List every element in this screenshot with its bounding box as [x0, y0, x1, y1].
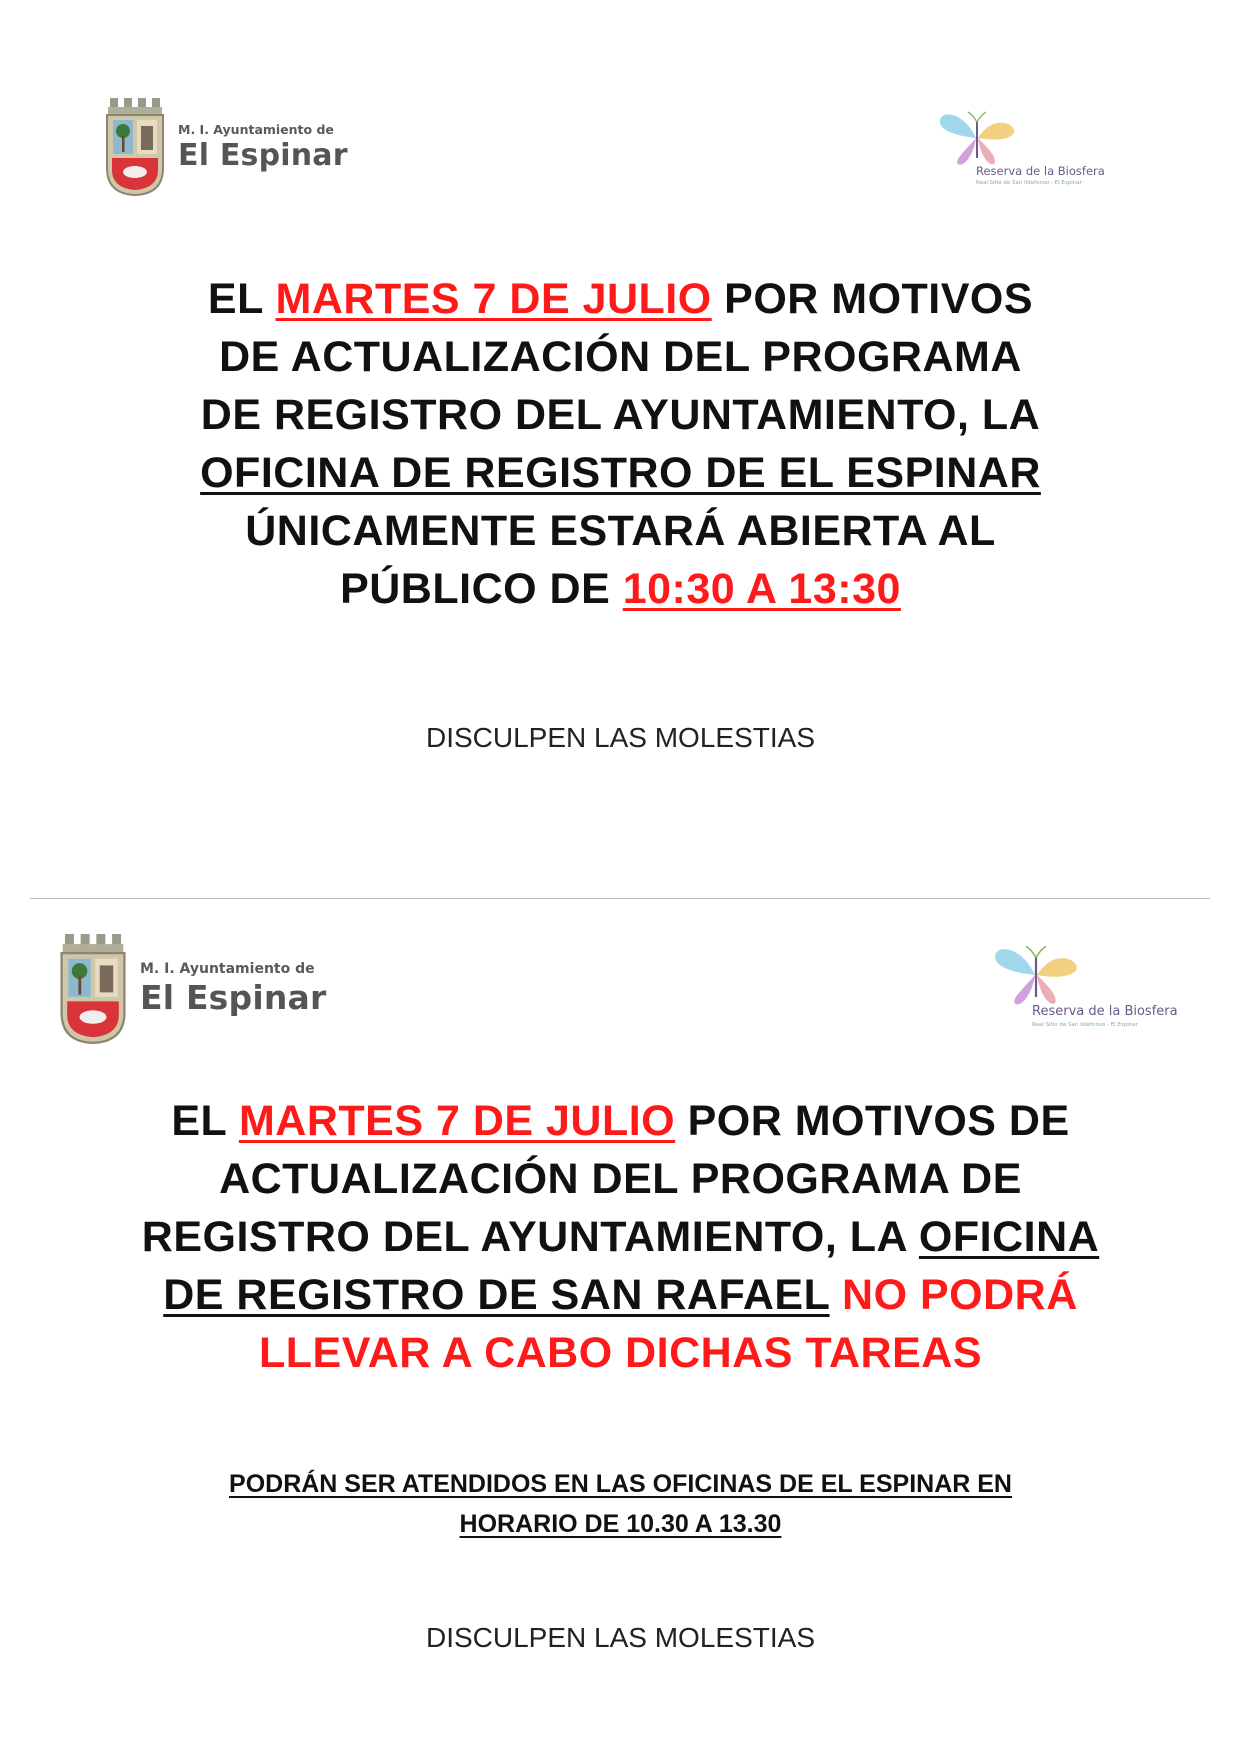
- headline-text: POR MOTIVOS: [711, 275, 1034, 323]
- apology-text: DISCULPEN LAS MOLESTIAS: [425, 722, 815, 753]
- biosphere-label: Reserva de la Biosfera: [976, 164, 1105, 178]
- notice-headline: [0, 270, 1241, 618]
- headline-line: [0, 1266, 1241, 1324]
- date-highlight: MARTES 7 DE JULIO: [238, 1097, 676, 1145]
- note-line: PODRÁN SER ATENDIDOS EN LAS OFICINAS DE EL ESPINAR EN: [229, 1470, 1012, 1498]
- headline-line: [0, 1208, 1241, 1266]
- note-line: HORARIO DE 10.30 A 13.30: [459, 1510, 782, 1538]
- headline-line: DE ACTUALIZACIÓN DEL PROGRAMA: [219, 333, 1022, 381]
- hours-highlight: 10:30 A 13:30: [622, 565, 901, 613]
- logo-subtitle: M. I. Ayuntamiento de: [140, 961, 315, 977]
- date-highlight: MARTES 7 DE JULIO: [275, 275, 712, 323]
- biosphere-logo: [990, 942, 1190, 1032]
- office-name: DE REGISTRO DE SAN RAFAEL: [163, 1271, 830, 1319]
- notice-headline: [0, 1092, 1241, 1382]
- headline-line: [0, 1092, 1241, 1150]
- biosphere-logo: [936, 108, 1116, 188]
- office-name: OFICINA DE REGISTRO DE EL ESPINAR: [200, 449, 1041, 497]
- headline-line: [0, 444, 1241, 502]
- warning-highlight: NO PODRÁ: [829, 1271, 1078, 1319]
- biosphere-subtitle: Real Sitio de San Ildefonso - El Espinar: [1032, 1022, 1138, 1028]
- apology-text: DISCULPEN LAS MOLESTIAS: [425, 1622, 815, 1653]
- office-word: OFICINA: [918, 1213, 1100, 1261]
- headline-text: REGISTRO DEL AYUNTAMIENTO, LA: [141, 1213, 919, 1261]
- coat-of-arms-icon: [104, 98, 166, 196]
- municipal-logo: [104, 98, 348, 196]
- biosphere-label: Reserva de la Biosfera: [1032, 1004, 1178, 1019]
- headline-line: DE REGISTRO DEL AYUNTAMIENTO, LA: [200, 391, 1041, 439]
- headline-line: ÚNICAMENTE ESTARÁ ABIERTA AL: [245, 507, 996, 555]
- headline-text: EL: [207, 275, 276, 323]
- logo-title: El Espinar: [140, 978, 327, 1017]
- headline-line: [0, 560, 1241, 618]
- headline-text: EL: [171, 1097, 239, 1145]
- logo-title: El Espinar: [178, 137, 348, 173]
- headline-line: [0, 270, 1241, 328]
- headline-line: ACTUALIZACIÓN DEL PROGRAMA DE: [219, 1155, 1022, 1203]
- alternative-office-note: [0, 1464, 1241, 1544]
- logo-subtitle: M. I. Ayuntamiento de: [178, 121, 334, 137]
- headline-text: POR MOTIVOS DE: [675, 1097, 1070, 1145]
- butterfly-icon: [936, 108, 1018, 168]
- coat-of-arms-icon: [58, 934, 128, 1044]
- headline-line: LLEVAR A CABO DICHAS TAREAS: [259, 1329, 982, 1377]
- municipal-logo: [58, 934, 327, 1044]
- headline-text: PÚBLICO DE: [340, 565, 623, 613]
- biosphere-subtitle: Real Sitio de San Ildefonso - El Espinar: [976, 180, 1082, 186]
- butterfly-icon: [990, 942, 1082, 1008]
- section-divider: [30, 898, 1210, 899]
